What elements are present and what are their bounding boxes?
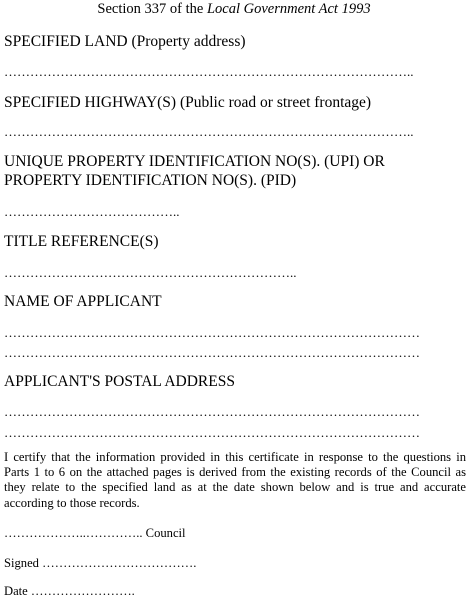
title-reference-label: TITLE REFERENCE(S): [4, 233, 159, 250]
applicant-name-label: NAME OF APPLICANT: [4, 293, 162, 310]
property-identification-label: UNIQUE PROPERTY IDENTIFICATION NO(S). (UPI) OR PROPERTY IDENTIFICATION NO(S). (PID): [4, 153, 385, 189]
council-name-field[interactable]: ………………..………….. Council: [4, 526, 186, 540]
specified-highway-label: SPECIFIED HIGHWAY(S) (Public road or street frontage): [4, 94, 372, 111]
specified-land-label: SPECIFIED LAND (Property address): [4, 33, 246, 50]
signed-field[interactable]: Signed ……………………………….: [4, 556, 197, 570]
act-reference: [0, 1, 468, 18]
applicant-name-field-line-1[interactable]: ……………………………………………………………………………………: [4, 326, 420, 340]
postal-address-field-line-1[interactable]: ……………………………………………………………………………………: [4, 405, 420, 419]
property-identification-field[interactable]: …………………………………..: [4, 205, 180, 219]
date-field[interactable]: Date …………………….: [4, 584, 135, 598]
act-reference-prefix: Section 337 of the: [97, 1, 207, 17]
title-reference-field[interactable]: …………………………………………………………..: [4, 266, 297, 280]
certification-statement: I certify that the information provided in this certificate in response to the questions in Parts 1 to 6 on the attached pages is derived from the existing records of the Council as they relate to the specified land as at the date shown below and is true and accurate according to those records.: [4, 450, 466, 510]
applicant-name-field-line-2[interactable]: ……………………………………………………………………………………: [4, 346, 420, 360]
postal-address-label: APPLICANT'S POSTAL ADDRESS: [4, 373, 235, 390]
specified-land-field[interactable]: …………………………………………………………………………………..: [4, 65, 414, 79]
specified-highway-field[interactable]: …………………………………………………………………………………..: [4, 125, 414, 139]
postal-address-field-line-2[interactable]: ……………………………………………………………………………………: [4, 426, 420, 440]
act-name: Local Government Act 1993: [206, 1, 371, 17]
